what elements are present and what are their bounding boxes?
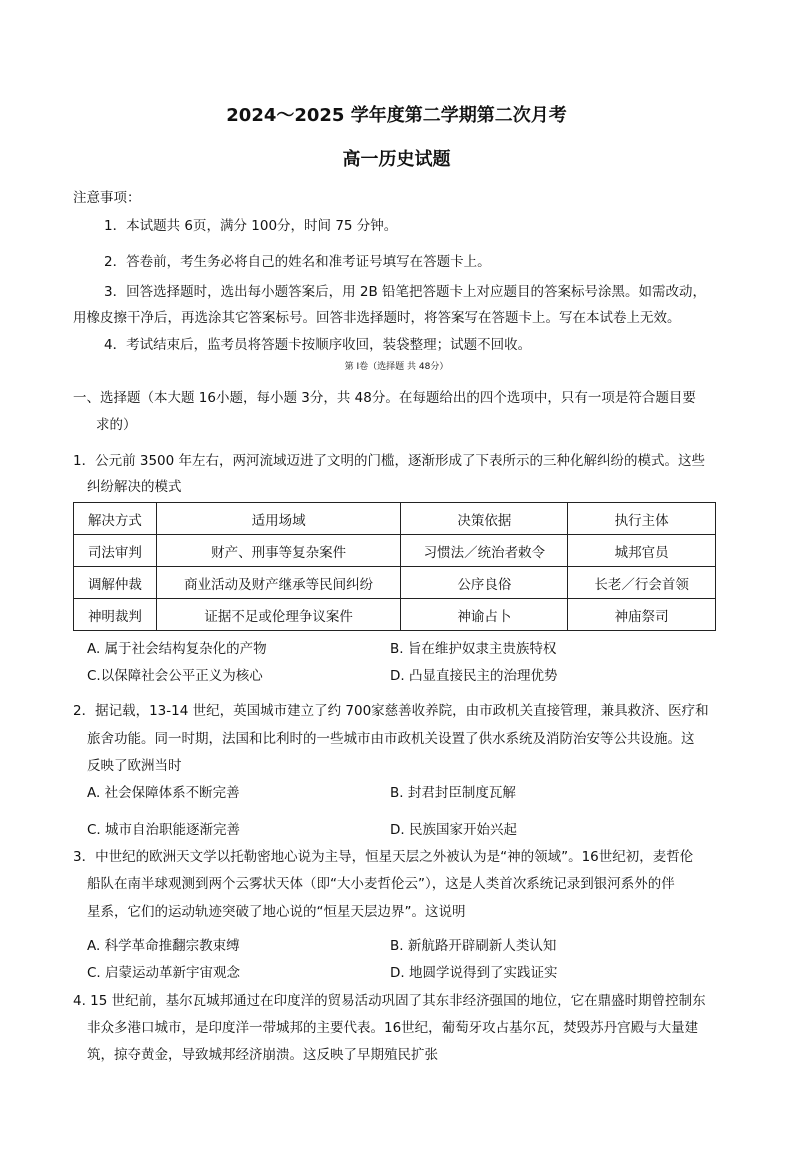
table-cell: 司法审判	[74, 535, 157, 567]
volume-heading: 第 I卷（选择题 共 48分）	[344, 362, 449, 372]
table-cell: 商业活动及财产继承等民间纠纷	[156, 567, 401, 599]
note-3a: 3．回答选择题时，选出每小题答案后，用 2B 铅笔把答题卡上对应题目的答案标号涂黑。如需改动，	[104, 284, 707, 300]
q1-option-b: B. 旨在维护奴隶主贵族特权	[390, 641, 557, 657]
note-2: 2．答卷前，考生务必将自己的姓名和准考证号填写在答题卡上。	[104, 254, 491, 270]
q2-stem-b: 旅舍功能。同一时期，法国和比利时的一些城市由市政机关设置了供水系统及消防治安等公共设施。这	[87, 731, 695, 747]
q3-stem-a: 3．中世纪的欧洲天文学以托勒密地心说为主导，恒星天层之外被认为是“神的领域”。16世纪初，麦哲伦	[73, 849, 694, 865]
table-cell: 长老／行会首领	[568, 567, 716, 599]
table-header-cell: 执行主体	[568, 503, 716, 535]
q1-option-d: D. 凸显直接民主的治理优势	[390, 668, 558, 684]
table-cell: 财产、刑事等复杂案件	[156, 535, 401, 567]
q3-option-c: C. 启蒙运动革新宇宙观念	[87, 965, 241, 981]
q1-table	[73, 502, 716, 631]
table-cell: 证据不足或伦理争议案件	[156, 599, 401, 631]
q1-stem-a: 1．公元前 3500 年左右，两河流域迈进了文明的门槛，逐渐形成了下表所示的三种化解纠纷的模式。这些	[73, 453, 706, 469]
table-cell: 神明裁判	[74, 599, 157, 631]
q1-option-c: C.以保障社会公平正义为核心	[87, 668, 263, 684]
table-row	[74, 599, 716, 631]
exam-subtitle: 高一历史试题	[342, 149, 451, 170]
table-cell: 公序良俗	[401, 567, 568, 599]
section-heading-b: 求的）	[96, 417, 137, 433]
q3-option-b: B. 新航路开辟刷新人类认知	[390, 938, 557, 954]
table-cell: 调解仲裁	[74, 567, 157, 599]
q2-option-c: C. 城市自治职能逐渐完善	[87, 822, 241, 838]
q1-option-a: A. 属于社会结构复杂化的产物	[87, 641, 267, 657]
q3-option-a: A. 科学革命推翻宗教束缚	[87, 938, 240, 954]
q3-stem-c: 星系，它们的运动轨迹突破了地心说的“恒星天层边界”。这说明	[87, 904, 466, 920]
note-4: 4．考试结束后，监考员将答题卡按顺序收回，装袋整理；试题不回收。	[104, 337, 532, 353]
q2-option-d: D. 民族国家开始兴起	[390, 822, 517, 838]
exam-title: 2024～2025 学年度第二学期第二次月考	[226, 105, 567, 126]
notes-heading: 注意事项：	[73, 190, 141, 206]
note-1: 1．本试题共 6页，满分 100分，时间 75 分钟。	[104, 218, 398, 234]
note-3b: 用橡皮擦干净后，再选涂其它答案标号。回答非选择题时，将答案写在答题卡上。写在本试卷上无效。	[73, 310, 681, 326]
table-cell: 习惯法／统治者敕令	[401, 535, 568, 567]
q4-stem-c: 筑，掠夺黄金，导致城邦经济崩溃。这反映了早期殖民扩张	[87, 1047, 438, 1063]
q2-option-b: B. 封君封臣制度瓦解	[390, 785, 516, 801]
table-row	[74, 567, 716, 599]
section-heading-a: 一、选择题（本大题 16小题，每小题 3分，共 48分。在每题给出的四个选项中，只有一项是符合题目要	[73, 390, 696, 406]
table-row	[74, 535, 716, 567]
table-cell: 城邦官员	[568, 535, 716, 567]
q2-stem-c: 反映了欧洲当时	[87, 758, 182, 774]
q3-stem-b: 船队在南半球观测到两个云雾状天体（即“大小麦哲伦云”），这是人类首次系统记录到银河系外的伴	[87, 876, 675, 892]
q2-option-a: A. 社会保障体系不断完善	[87, 785, 240, 801]
q2-stem-a: 2．据记载，13-14 世纪，英国城市建立了约 700家慈善收养院，由市政机关直接管理，兼具救济、医疗和	[73, 703, 709, 719]
table-cell: 神庙祭司	[568, 599, 716, 631]
table-header-cell: 决策依据	[401, 503, 568, 535]
q4-stem-b: 非众多港口城市，是印度洋一带城邦的主要代表。16世纪，葡萄牙攻占基尔瓦，焚毁苏丹宫殿与大量建	[87, 1020, 699, 1036]
table-header-row	[74, 503, 716, 535]
q3-option-d: D. 地圆学说得到了实践证实	[390, 965, 558, 981]
table-header-cell: 适用场域	[156, 503, 401, 535]
table-header-cell: 解决方式	[74, 503, 157, 535]
q4-stem-a: 4. 15 世纪前，基尔瓦城邦通过在印度洋的贸易活动巩固了其东非经济强国的地位，它在鼎盛时期曾控制东	[73, 993, 706, 1009]
q1-stem-b: 纠纷解决的模式	[87, 479, 182, 495]
table-cell: 神谕占卜	[401, 599, 568, 631]
